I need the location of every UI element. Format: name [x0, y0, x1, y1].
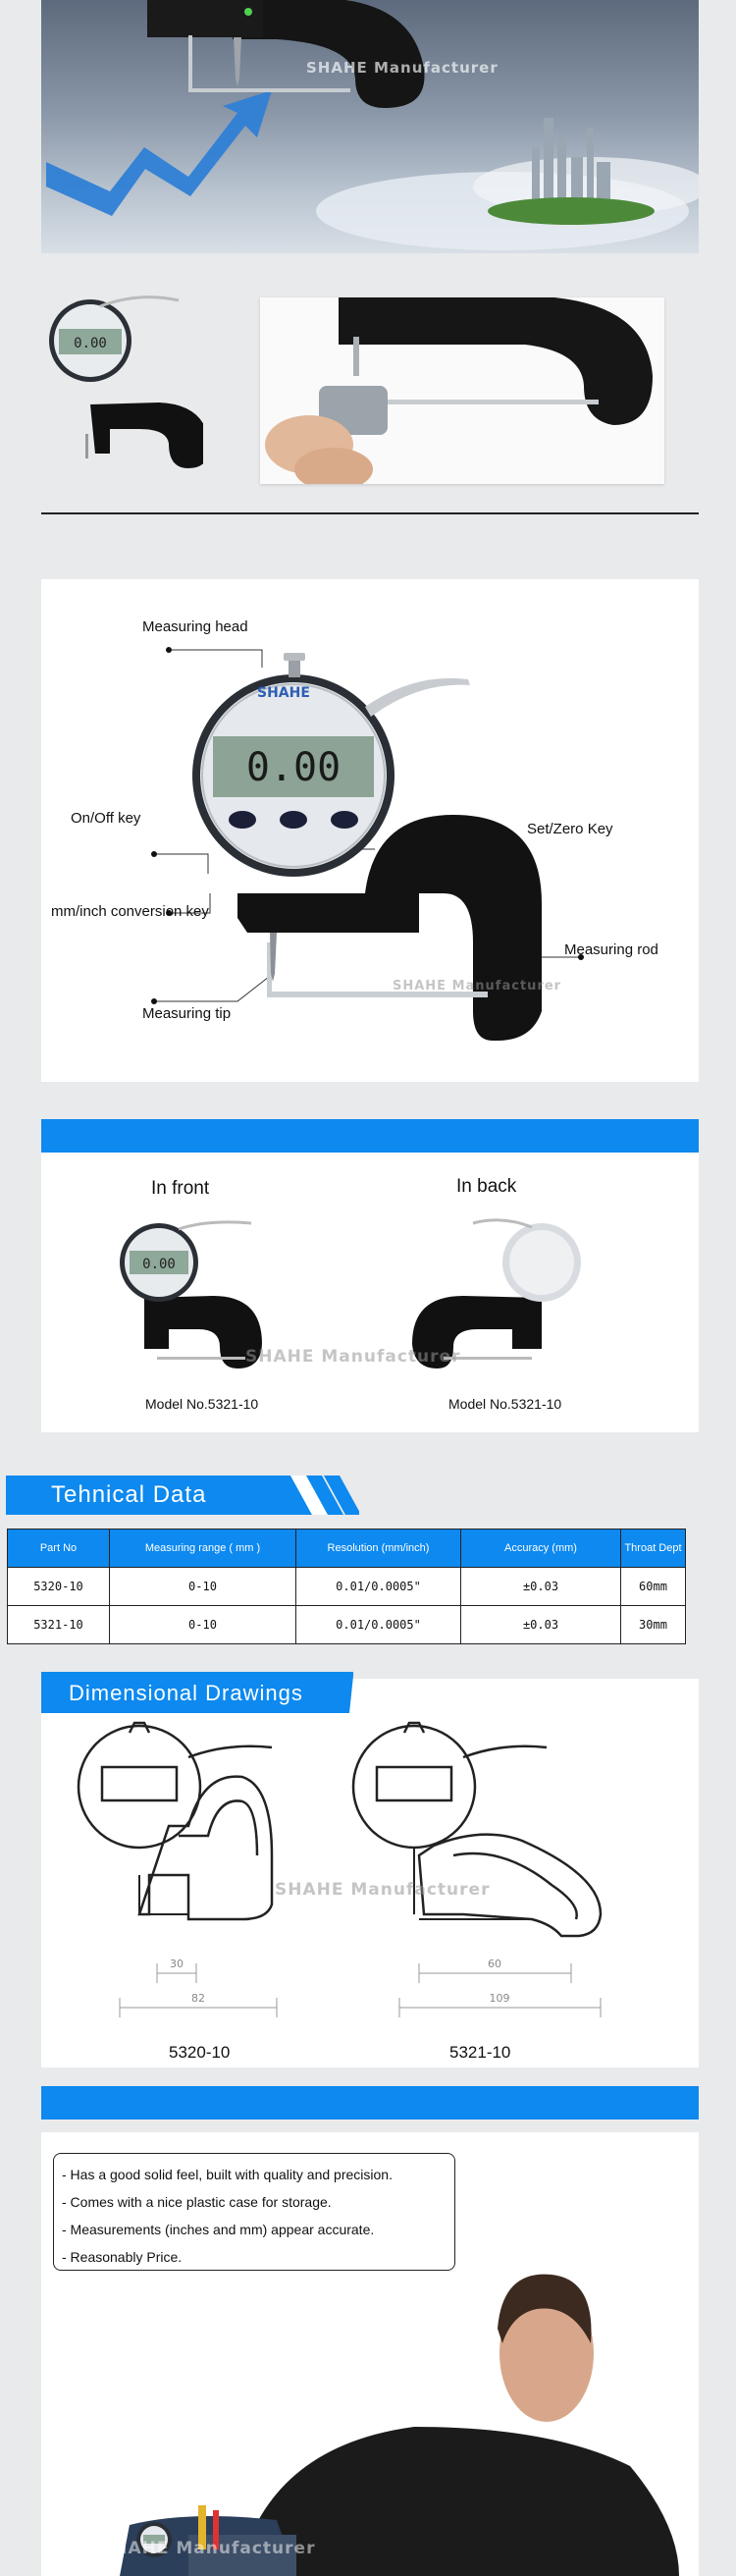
gauge-thumbnail-image: [41, 287, 203, 473]
dim-left-width: 82: [191, 1992, 205, 2005]
dimensions-watermark: SHAHE Manufacturer: [275, 1880, 491, 1900]
views-image: [41, 1153, 699, 1432]
dim-left-throat: 30: [170, 1958, 184, 1970]
table-row: [8, 1568, 686, 1606]
cell-resolution: 0.01/0.0005": [296, 1606, 461, 1644]
features-list: [54, 2154, 454, 2271]
features-box: [53, 2153, 455, 2271]
views-panel: [41, 1153, 699, 1432]
hero-banner: [41, 0, 699, 253]
dimensions-drawing: [41, 1679, 699, 2067]
views-header-bar: [41, 1119, 699, 1153]
cell-accuracy: ±0.03: [461, 1568, 621, 1606]
banner-watermark: SHAHE Manufacturer: [306, 59, 499, 77]
label-on-off-key: On/Off key: [71, 810, 141, 827]
header-throat-depth: Throat Dept: [621, 1530, 686, 1568]
features-header-bar: [41, 2086, 699, 2120]
table-row: [8, 1606, 686, 1644]
caption-5321: 5321-10: [449, 2043, 511, 2062]
hero-illustration: [41, 0, 699, 253]
list-item: - Comes with a nice plastic case for storage.: [62, 2194, 332, 2210]
header-part-no: Part No: [8, 1530, 110, 1568]
cell-throat: 30mm: [621, 1606, 686, 1644]
list-item: - Measurements (inches and mm) appear accurate.: [62, 2222, 375, 2237]
dimensions-title: Dimensional Drawings: [69, 1681, 303, 1705]
views-watermark: SHAHE Manufacturer: [245, 1347, 461, 1367]
header-measuring-range: Measuring range ( mm ): [110, 1530, 296, 1568]
label-measuring-tip: Measuring tip: [142, 1005, 232, 1022]
label-measuring-rod: Measuring rod: [564, 941, 658, 958]
features-watermark: SHAHE Manufacturer: [100, 2539, 316, 2558]
table-header-row: [8, 1530, 686, 1568]
back-view-title: In back: [456, 1176, 517, 1197]
header-resolution: Resolution (mm/inch): [296, 1530, 461, 1568]
gauge-in-use-photo: [260, 297, 664, 484]
label-measuring-head: Measuring head: [142, 618, 248, 635]
model-front: Model No.5321-10: [145, 1396, 259, 1412]
section-divider: [41, 512, 699, 514]
svg-text:0.00: 0.00: [142, 1257, 176, 1272]
cell-accuracy: ±0.03: [461, 1606, 621, 1644]
display-reading: 0.00: [245, 745, 342, 790]
cell-range: 0-10: [110, 1568, 296, 1606]
header-accuracy: Accuracy (mm): [461, 1530, 621, 1568]
list-item: - Has a good solid feel, built with quality and precision.: [62, 2167, 393, 2182]
front-view-title: In front: [151, 1178, 210, 1199]
dial-brand: SHAHE: [257, 685, 310, 701]
cell-part-no: 5321-10: [8, 1606, 110, 1644]
gauge-thumbnail: [41, 287, 203, 473]
caption-5320: 5320-10: [169, 2043, 231, 2062]
list-item: - Reasonably Price.: [62, 2249, 183, 2265]
label-conversion-key: mm/inch conversion key: [51, 903, 209, 920]
dimensions-panel: [41, 1679, 699, 2067]
dim-right-width: 109: [489, 1992, 510, 2005]
svg-text:0.00: 0.00: [74, 336, 107, 351]
model-back: Model No.5321-10: [448, 1396, 562, 1412]
cell-resolution: 0.01/0.0005": [296, 1568, 461, 1606]
cell-range: 0-10: [110, 1606, 296, 1644]
parts-diagram-panel: [41, 579, 699, 1082]
cell-part-no: 5320-10: [8, 1568, 110, 1606]
gauge-in-use-image: [260, 297, 664, 484]
cell-throat: 60mm: [621, 1568, 686, 1606]
parts-watermark: SHAHE Manufacturer: [393, 979, 562, 993]
label-set-zero-key: Set/Zero Key: [527, 821, 613, 837]
tech-data-table: [7, 1529, 686, 1644]
dim-right-throat: 60: [488, 1958, 501, 1970]
tech-data-title: Tehnical Data: [51, 1481, 207, 1508]
